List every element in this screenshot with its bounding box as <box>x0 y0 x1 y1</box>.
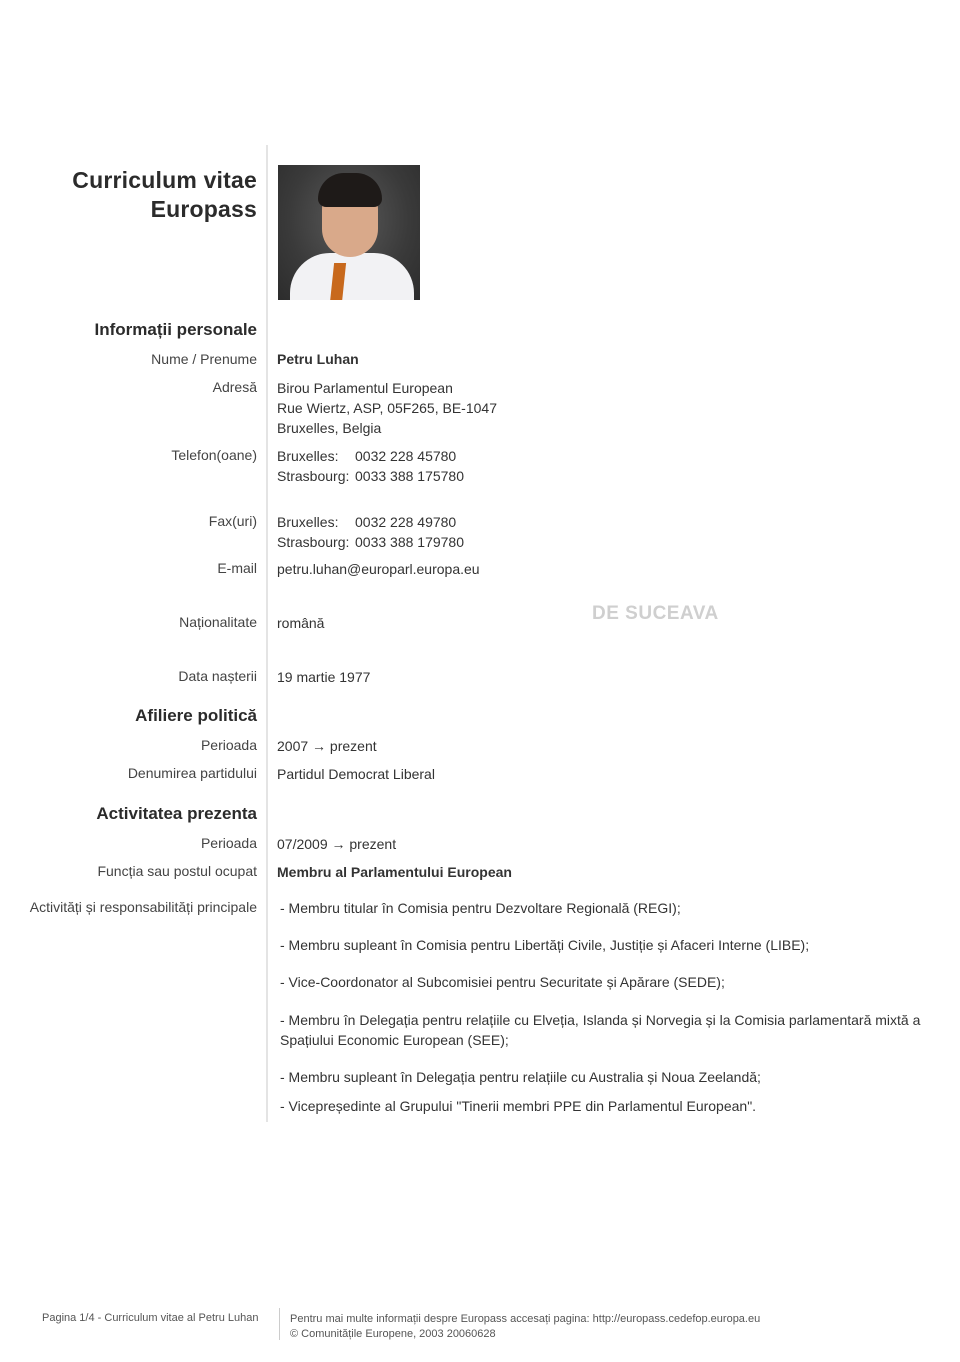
email-label: E-mail <box>217 560 257 576</box>
responsibility-item: - Vice-Coordonator al Subcomisiei pentru Securitate și Apărare (SEDE); <box>280 974 725 990</box>
footer-copyright: © Comunitățile Europene, 2003 20060628 <box>290 1328 496 1340</box>
responsibilities-label: Activități și responsabilități principale <box>29 899 257 915</box>
political-period-value: 2007 → prezent <box>277 738 377 754</box>
portrait-photo <box>278 165 420 300</box>
position-label: Funcția sau postul ocupat <box>97 863 257 879</box>
title-line-1: Curriculum vitae <box>72 167 257 193</box>
phone-label: Telefon(oane) <box>171 447 257 463</box>
email-value[interactable]: petru.luhan@europarl.europa.eu <box>277 561 480 577</box>
footer-info <box>290 1312 760 1342</box>
nationality-value: română <box>277 615 325 631</box>
name-label: Nume / Prenume <box>151 351 257 367</box>
responsibility-item: - Vicepreședinte al Grupului "Tinerii membri PPE din Parlamentul European". <box>280 1098 757 1114</box>
fax-label: Fax(uri) <box>208 513 257 529</box>
activity-period-value: 07/2009 → prezent <box>277 836 397 852</box>
address-value: Birou Parlamentul European Rue Wiertz, ASP, 05F265, BE-1047 Bruxelles, Belgia <box>277 380 497 436</box>
footer-europass-link[interactable]: Pentru mai multe informații despre Europass accesați pagina: http://europass.cedefop.europa.eu <box>290 1313 761 1325</box>
footer-page-info: Pagina 1/4 - Curriculum vitae al Petru Luhan <box>42 1312 259 1324</box>
name-value: Petru Luhan <box>277 351 359 367</box>
birthdate-label: Data nașterii <box>178 668 257 684</box>
phone-value: Bruxelles: 0032 228 45780 Strasbourg: 0033 388 175780 <box>277 448 464 484</box>
section-personal-info: Informații personale <box>94 320 257 339</box>
section-political: Afiliere politică <box>135 706 257 725</box>
column-divider <box>266 145 268 1122</box>
fax-value: Bruxelles: 0032 228 49780 Strasbourg: 0033 388 179780 <box>277 514 464 550</box>
political-period-label: Perioada <box>200 737 257 753</box>
activity-period-label: Perioada <box>200 835 257 851</box>
party-label: Denumirea partidului <box>127 765 257 781</box>
document-title <box>72 166 257 224</box>
responsibility-item: - Membru în Delegația pentru relațiile cu Elveția, Islanda și Norvegia și la Comisia parlamentară mixtă a Spațiului Economic European (SEE); <box>280 1012 921 1048</box>
nationality-label: Naționalitate <box>179 614 257 630</box>
position-value: Membru al Parlamentului European <box>277 864 512 880</box>
birthdate-value: 19 martie 1977 <box>277 669 371 685</box>
responsibility-item: - Membru supleant în Comisia pentru Libertăți Civile, Justiție și Afaceri Interne (LIBE); <box>280 937 810 953</box>
responsibility-item: - Membru supleant în Delegația pentru relațiile cu Australia și Noua Zeelandă; <box>280 1069 761 1085</box>
address-label: Adresă <box>212 379 257 395</box>
responsibility-item: - Membru titular în Comisia pentru Dezvoltare Regională (REGI); <box>280 900 681 916</box>
section-activity: Activitatea prezenta <box>96 804 257 823</box>
title-line-2: Europass <box>150 196 257 222</box>
footer-divider <box>279 1308 280 1340</box>
watermark: DE SUCEAVA <box>592 603 719 624</box>
party-value: Partidul Democrat Liberal <box>277 766 435 782</box>
